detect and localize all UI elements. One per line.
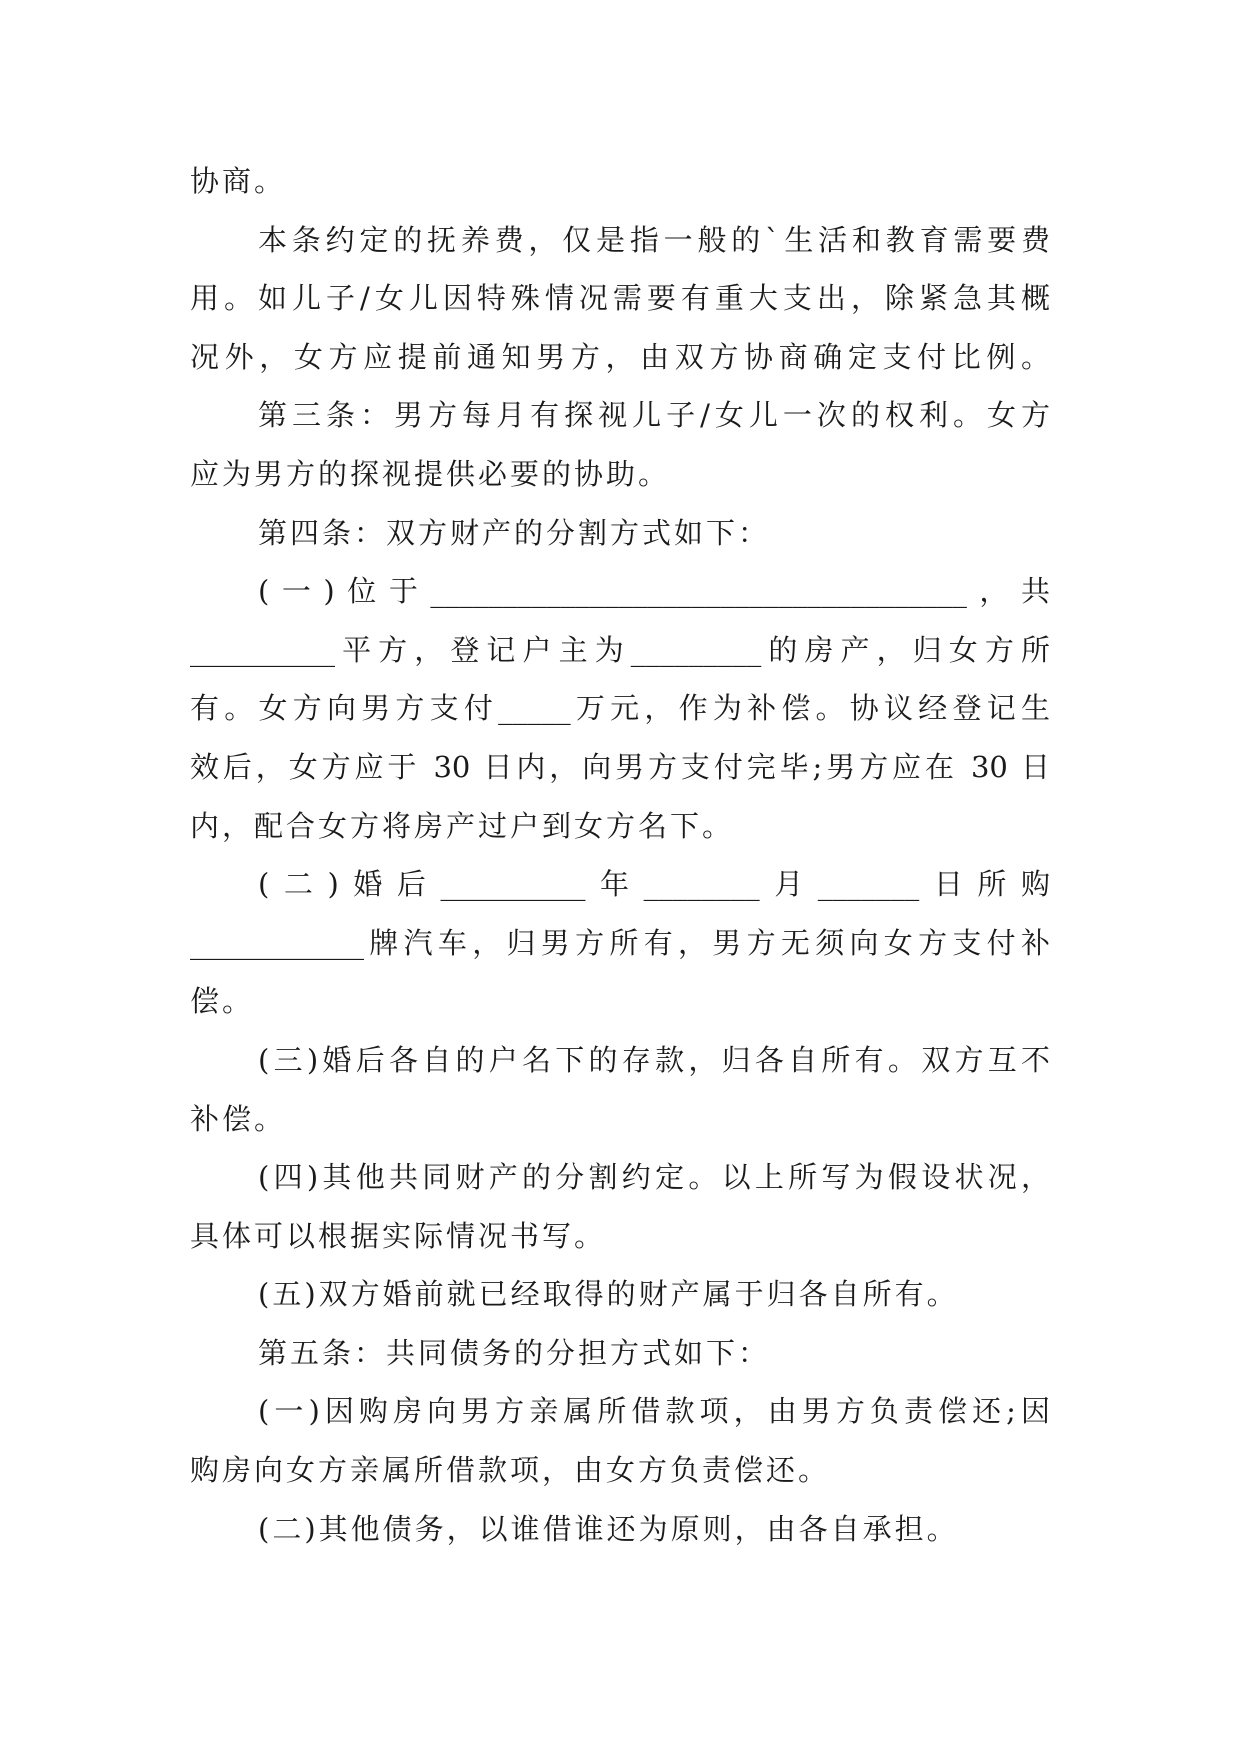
- text-line: 况外，女方应提前通知男方，由双方协商确定支付比例。: [190, 339, 1050, 374]
- text-line: ____________牌汽车，归男方所有，男方无须向女方支付补: [190, 925, 1050, 960]
- text-line: __________平方，登记户主为_________的房产，归女方所: [190, 632, 1050, 667]
- text-line: 应为男方的探视提供必要的协助。: [190, 456, 671, 491]
- document-body: [190, 152, 1050, 1558]
- text-line: (三)婚后各自的户名下的存款，归各自所有。双方互不: [258, 1042, 1050, 1077]
- text-line: 第三条：男方每月有探视儿子/女儿一次的权利。女方: [258, 398, 1050, 433]
- text-line: (五)双方婚前就已经取得的财产属于归各自所有。: [258, 1277, 959, 1312]
- text-line: (二)其他债务，以谁借谁还为原则，由各自承担。: [258, 1511, 959, 1546]
- text-line: 本条约定的抚养费，仅是指一般的`生活和教育需要费: [258, 222, 1050, 257]
- text-line: 第五条：共同债务的分担方式如下：: [258, 1335, 771, 1370]
- text-line: (四)其他共同财产的分割约定。以上所写为假设状况，: [258, 1160, 1050, 1195]
- text-line: 内，配合女方将房产过户到女方名下。: [190, 808, 735, 843]
- text-line: 有。女方向男方支付_____万元，作为补偿。协议经登记生: [190, 691, 1050, 726]
- text-line: (二)婚后__________年________月_______日所购: [258, 867, 1050, 902]
- text-line: (一)位于_____________________________________，共: [258, 574, 1050, 609]
- text-line: 补偿。: [190, 1101, 287, 1136]
- text-line: 用。如儿子/女儿因特殊情况需要有重大支出，除紧急其概: [190, 281, 1050, 316]
- text-line: 协商。: [190, 164, 287, 198]
- text-line: 购房向女方亲属所借款项，由女方负责偿还。: [190, 1453, 831, 1488]
- text-line: (一)因购房向男方亲属所借款项，由男方负责偿还;因: [258, 1394, 1050, 1429]
- text-line: 具体可以根据实际情况书写。: [190, 1218, 607, 1253]
- text-line: 效后，女方应于 30 日内，向男方支付完毕;男方应在 30 日: [190, 749, 1050, 784]
- text-line: 第四条：双方财产的分割方式如下：: [258, 515, 771, 550]
- text-line: 偿。: [190, 984, 255, 1019]
